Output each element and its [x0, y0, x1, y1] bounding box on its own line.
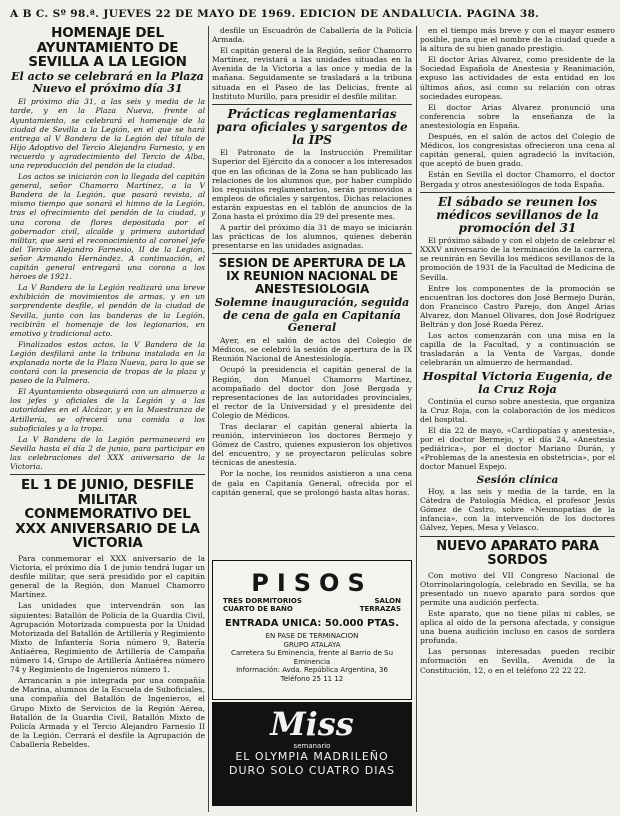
ad-miss-logo: Miss [270, 705, 354, 743]
ad-pisos-title: PISOS [251, 569, 373, 597]
article-1-paragraph: La V Bandera de la Legión permanecerá en Sevilla hasta el día 2 de junio, para participar en las celebraciones del XXX aniversario de la Victoria. [10, 434, 205, 472]
ad-pisos-line: GRUPO ATALAYA [283, 640, 341, 649]
ad-miss-tagline: semanario [293, 742, 331, 750]
article-separator [212, 104, 412, 105]
article-5-paragraph: Entre los componentes de la promoción se encuentran los doctores don José Bermejo Durán, don Francisco Castro Parejo, don Angel Arias Alvarez, don Manuel Olivares, don José Rodríguez Beltrán y don José Rueda Pérez. [420, 283, 615, 329]
article-4-continued: Están en Sevilla el doctor Chamorro, el doctor Bergada y otros anestesiólogos de toda España. [420, 170, 615, 189]
ad-pisos-price: ENTRADA UNICA: 50.000 PTAS. [224, 618, 400, 629]
article-5-headline: El sábado se reunen los médicos sevillanos de la promoción del 31 [436, 194, 599, 235]
article-4-continued: El doctor Arias Alvarez pronunció una conferencia sobre la enseñanza de la anestesiología en España. [420, 102, 615, 130]
ad-pisos-feature: CUARTO DE BAÑO [223, 605, 293, 613]
column-2 [212, 26, 412, 556]
article-5-paragraph: Los actos comenzarán con una misa en la capilla de la Facultad, y a continuación se trasladarán a la Venta de Vargas, donde celebrarán un almuerzo de hermandad. [420, 331, 615, 368]
article-3-paragraph: A partir del próximo día 31 de mayo se iniciarán las prácticas de los alumnos, quienes deberán presentarse en las unidades asignadas. [212, 223, 412, 251]
article-3-headline: Prácticas reglamentarias para oficiales y sargentos de la IPS [216, 106, 408, 148]
article-7-paragraph: Este aparato, que no tiene pilas ni cables, se aplica al oído de la persona afectada, y consigue una buena audición incluso en casos de sordera profunda. [420, 608, 615, 646]
column-rule-left [208, 26, 209, 812]
article-2-paragraph: Arrancarán a pie integrada por una compañía de Marina, alumnos de la Escuela de Suboficiales, una compañía del Batallón de Ingenieros, el Grupo Mixto de Servicios de la Región Aérea, Batallón de la Guardia Civil, Batallón Mixto de Policía Armada y el Tercio Alejandro Farnesio II de la Legión. Cerrará el desfile la Agrupación de Caballería Rebeldes. [10, 676, 205, 749]
article-4-subhead: Solemne inauguración, seguida de cena de gala en Capitanía General [214, 296, 410, 334]
article-4-paragraph: Tras declarar el capitán general abierta la reunión, intervinieron los doctores Bermejo y Gómez de Castro, quienes expusieron los objetivos del encuentro, y se proyectaron películas sobre técnicas de anestesia. [212, 421, 412, 468]
article-6-subhead: Sesión clínica [476, 473, 559, 486]
advertisement-pisos [212, 560, 412, 700]
article-7-paragraph: Con motivo del VII Congreso Nacional de Otorrinolaringología, celebrado en Sevilla, se ha presentado un nuevo aparato para sordos que permite una audición perfecta. [420, 570, 615, 607]
article-5-paragraph: El próximo sábado y con el objeto de celebrar el XXXV aniversario de la terminación de la carrera, se reunirán en Sevilla los médicos sevillanos de la promoción de 1931 de la Facultad de Medicina de Sevilla. [420, 236, 615, 282]
article-4-continued: en el tiempo más breve y con el mayor esmero posible, para que el nombre de la ciudad quede a la altura de su bien ganado prestigio. [420, 26, 615, 54]
article-7-paragraph: Las personas interesadas pueden recibir información en Sevilla, Avenida de la Constitución, 12, o en el teléfono 22 22 22. [420, 647, 615, 675]
article-4-paragraph: Ayer, en el salón de actos del Colegio de Médicos, se celebró la sesión de apertura de la IX Reunión Nacional de Anestesiología. [212, 336, 412, 364]
article-separator [420, 192, 615, 193]
ad-pisos-line: EN PASE DE TERMINACION [265, 632, 359, 640]
article-7-headline: NUEVO APARATO PARA SORDOS [436, 538, 599, 568]
article-4-continued: Después, en el salón de actos del Colegio de Médicos, los congresistas ofrecieron una cena al capitán general, quien agradeció la invitación, que aceptó de buen grado. [420, 132, 615, 169]
article-3-paragraph: El Patronato de la Instrucción Premilitar Superior del Ejército da a conocer a los interesados que en las oficinas de la Zona se han publicado las relaciones de los alumnos que, por haber cumplido los requisitos reglamentarios, serán promovidos a empleos de oficiales y sargentos. Dichas relaciones estarán expuestas en el tablón de anuncios de la Zona hasta el próximo día 29 del presente mes. [212, 148, 412, 221]
ad-pisos-line: Información: Avda. República Argentina, 36 [236, 666, 388, 674]
article-4-headline: SESION DE APERTURA DE LA IX REUNION NACIONAL DE ANESTESIOLOGIA [218, 256, 406, 297]
article-6-paragraph: El día 22 de mayo, «Cardiopatías y anestesia», por el doctor Bermejo, y el día 24, «Anestesia pediátrica», por el doctor Mariano Durán, y «Problemas de la anestesia en obstetricia», por el doctor Manuel Espejo. [420, 426, 615, 472]
column-3 [420, 26, 615, 812]
article-1-paragraph: Los actos se iniciarán con la llegada del capitán general, señor Chamorro Martínez, a la V Bandera de la Legión, que pasará revista, al mismo tiempo que sonará el himno de la Legión, tras el ofrecimiento del pendón de la ciudad, y una corona de flores depositada por el gobernador civil, alcalde y primera autoridad militar, que será el reconocimiento al coronel jefe del Tercio Alejandro Farnesio, II de la Legión, señor Armando Hernández. A continuación, el capitán general entregará una corona a los héroes de 1921. [10, 172, 205, 282]
article-1-subhead: El acto se celebrará en la Plaza Nuevo el próximo día 31 [11, 69, 204, 96]
article-6-paragraph: Continúa el curso sobre anestesia, que organiza la Cruz Roja, con la colaboración de los médicos del hospital. [420, 396, 615, 424]
article-1-paragraph: La V Bandera de la Legión realizará una breve exhibición de movimientos de armas, y en un sorprendente desfile, el pendón de la ciudad de Sevilla, junto con las banderas de la Legión, recibirán el homenaje de los legionarios, en emotivo y tradicional acto. [10, 283, 205, 338]
page-header: A B C. Sº 98.ª. JUEVES 22 DE MAYO DE 1969. EDICION DE ANDALUCIA. PAGINA 38. [10, 8, 540, 20]
column-rule-right [416, 26, 417, 812]
ad-miss-line: EL OLYMPIA MADRILEÑO [235, 750, 389, 763]
article-1-paragraph: Finalizados estos actos, la V Bandera de la Legión desfilará ante la tribuna instalada en la explanada norte de la Plaza Nueva, para lo que se contará con la presencia de tropas de la plaza y paseo de la Palmera. [10, 339, 205, 386]
article-separator [420, 536, 615, 537]
ad-miss-line: DURO SOLO CUATRO DIAS [229, 764, 395, 777]
article-2-paragraph: Para conmemorar el XXX aniversario de la Victoria, el próximo día 1 de junio tendrá lugar un desfile militar, que será presidido por el capitán general de la Región, don Manuel Chamorro Martínez. [10, 554, 205, 600]
article-1-paragraph: El próximo día 31, a las seis y media de la tarde, y en la Plaza Nueva, frente al Ayuntamiento, se celebrará el homenaje de la ciudad de Sevilla a la Legión, en el que se hará entrega al V Bandera de la Legión del título de Hijo Adoptivo del Tercio Alejandro Farnesio, y en recuerdo y agradecimiento del Tercio de Alba, una reproducción del pendón de la ciudad. [10, 97, 205, 171]
article-2-continued: El capitán general de la Región, señor Chamorro Martínez, revistará a las unidades situadas en la Avenida de la Victoria a las once y media de la mañana. Seguidamente se trasladará a la tribuna situada en el Paseo de las Delicias, frente al Instituto Murillo, para presidir el desfile militar. [212, 46, 412, 101]
article-1-paragraph: El Ayuntamiento obsequiará con un almuerzo a los jefes y oficiales de la Legión y a las autoridades en el Alcázar, y en la Maestranza de Artillería, se ofrecerá una comida a los suboficiales y a la tropa. [10, 387, 205, 433]
article-6-headline: Hospital Victoria Eugenia, de la Cruz Roja [422, 369, 613, 397]
article-1-headline: HOMENAJE DEL AYUNTAMIENTO DE SEVILLA A LA LEGION [28, 26, 187, 71]
ad-pisos-feature: TERRAZAS [359, 605, 401, 613]
column-1 [10, 26, 205, 812]
article-separator [10, 474, 205, 475]
article-2-continued: desfile un Escuadrón de Caballería de la Policía Armada. [212, 26, 412, 45]
advertisement-miss [212, 702, 412, 806]
article-4-continued: El doctor Arias Alvarez, como presidente de la Sociedad Española de Anestesia y Reanimación, expuso las actividades de esta entidad en los últimos años, así como su relación con otras sociedades europeas. [420, 55, 615, 101]
ad-pisos-feature: TRES DORMITORIOS [223, 597, 302, 605]
article-4-paragraph: Por la noche, los reunidos asistieron a una cena de gala en Capitanía General, ofrecida por el capitán general, que se prolongó hasta altas horas. [212, 469, 412, 497]
article-2-headline: EL 1 DE JUNIO, DESFILE MILITAR CONMEMORATIVO DEL XXX ANIVERSARIO DE LA VICTORIA [15, 477, 200, 552]
article-separator [212, 253, 412, 254]
article-2-paragraph: Las unidades que intervendrán son las siguientes: Batallón de Policía de la Guardia Civil, Agrupación Motorizada compuesta por la Unidad Motorizada del Batallón de Artillería y Regimiento Mixto de Infantería Soria número 9, Batería Antiaérea, Regimiento de Artillería de Campaña número 14, Grupo de Artillería Antiaérea número 74 y Regimiento de Ingenieros número 1. [10, 601, 205, 675]
ad-pisos-line: Teléfono 25 11 12 [280, 674, 344, 683]
ad-pisos-line: Carretera Su Eminencia, frente al Barrio de Su Eminencia [230, 649, 394, 666]
article-6-paragraph: Hoy, a las seis y media de la tarde, en la Cátedra de Patología Médica, el profesor Jesús Gómez de Castro, sobre «Neumopatías de la infancia», con la intervención de los doctores Gálvez, Yepes, Mesa y Velasco. [420, 487, 615, 533]
article-4-paragraph: Ocupó la presidencia el capitán general de la Región, don Manuel Chamorro Martínez, acompañado del doctor don José Bergada y representaciones de las autoridades provinciales, el rector de la Universidad y el presidente del Colegio de Médicos. [212, 365, 412, 420]
ad-pisos-feature: SALON [374, 597, 401, 605]
